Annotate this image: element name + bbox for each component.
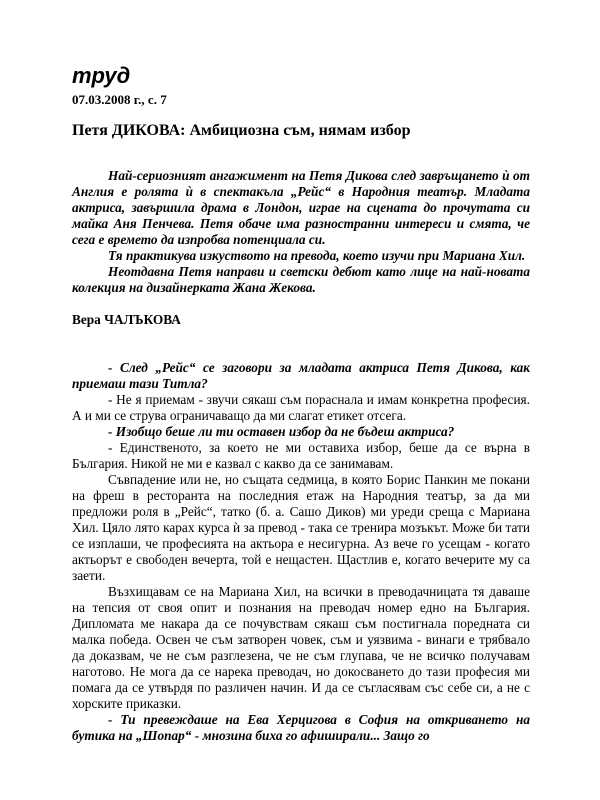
body-paragraph: Съвпадение или не, но същата седмица, в която Борис Панкин ме покани на фреш в ресторанта на последния етаж на Народния театър, за да ми предложи роля в „Рейс“, татко (б. а. Сашо Диков) ми уреди среща с Мариана Хил. Цяло лято карах курса ѝ за превод - така се тренира мозъкът. Може би тати се изплаши, че професията на актьора е несигурна. Аз вече го усещам - когато актьорът е свободен вечерта, той е нещастен. Щастлив е, когато вечерите му са заети. xyxy=(72,472,530,583)
lead-paragraph: Неотдавна Петя направи и светски дебют като лице на най-новата колекция на дизайнерката Жана Жекова. xyxy=(72,264,530,295)
interview-question: - Изобщо беше ли ти оставен избор да не бъдеш актриса? xyxy=(108,424,455,439)
trud-logo-icon xyxy=(72,64,144,88)
interview-answer: - Не я приемам - звучи сякаш съм пораснала и имам конкретна професия. А и ми се струва ограничаващо да ми слагат етикет отсега. xyxy=(72,392,530,423)
body-paragraph: Възхищавам се на Мариана Хил, на всички в преводачницата тя даваше на тепсия от своя опит и познания на преводач номер едно на България. Дипломата ме накара да се почувствам сякаш съм постигнала поредната си малка победа. Освен че съм затворен човек, съм и уязвима - винаги е трябвало да доказвам, че не съм разглезена, че не съм глупава, че не всичко получавам наготово. Не мога да се нарека преводач, но докосването до тази професия ми помага да се утвърдя по различен начин. И да се съгласявам със себе си, а не с хорските приказки. xyxy=(72,584,530,711)
author-byline: Вера ЧАЛЪКОВА xyxy=(72,312,181,327)
interview-question: - Ти превеждаше на Ева Херцигова в София на откриването на бутика на „Шопар“ - мнозина биха го афиширали... Защо го xyxy=(72,712,530,743)
interview-answer: - Единственото, за което не ми оставиха избор, беше да се върна в България. Никой не ми е казвал с какво да се занимавам. xyxy=(72,440,530,471)
lead-paragraph: Тя практикува изкуството на превода, което изучи при Мариана Хил. xyxy=(108,248,526,263)
interview-question: - След „Рейс“ се заговори за младата актриса Петя Дикова, как приемаш тази Титла? xyxy=(72,360,530,391)
article-body xyxy=(72,360,530,744)
article-headline: Петя ДИКОВА: Амбициозна съм, нямам избор xyxy=(72,122,411,139)
trud-logo xyxy=(72,64,144,90)
lead-paragraph: Най-сериозният ангажимент на Петя Дикова след завръщането ѝ от Англия е ролята ѝ в спектакъла „Рейс“ в Народния театър. Младата актриса, завършила драма в Лондон, играе на сцената до прочутата си майка Аня Пенчева. Петя обаче има разностранни интереси и смята, че сега е времето да изпробва потенциала си. xyxy=(72,168,530,247)
date-line: 07.03.2008 г., с. 7 xyxy=(72,92,167,107)
logo-text: труд xyxy=(72,64,131,88)
article-content xyxy=(72,168,530,744)
article-lead xyxy=(72,168,530,296)
